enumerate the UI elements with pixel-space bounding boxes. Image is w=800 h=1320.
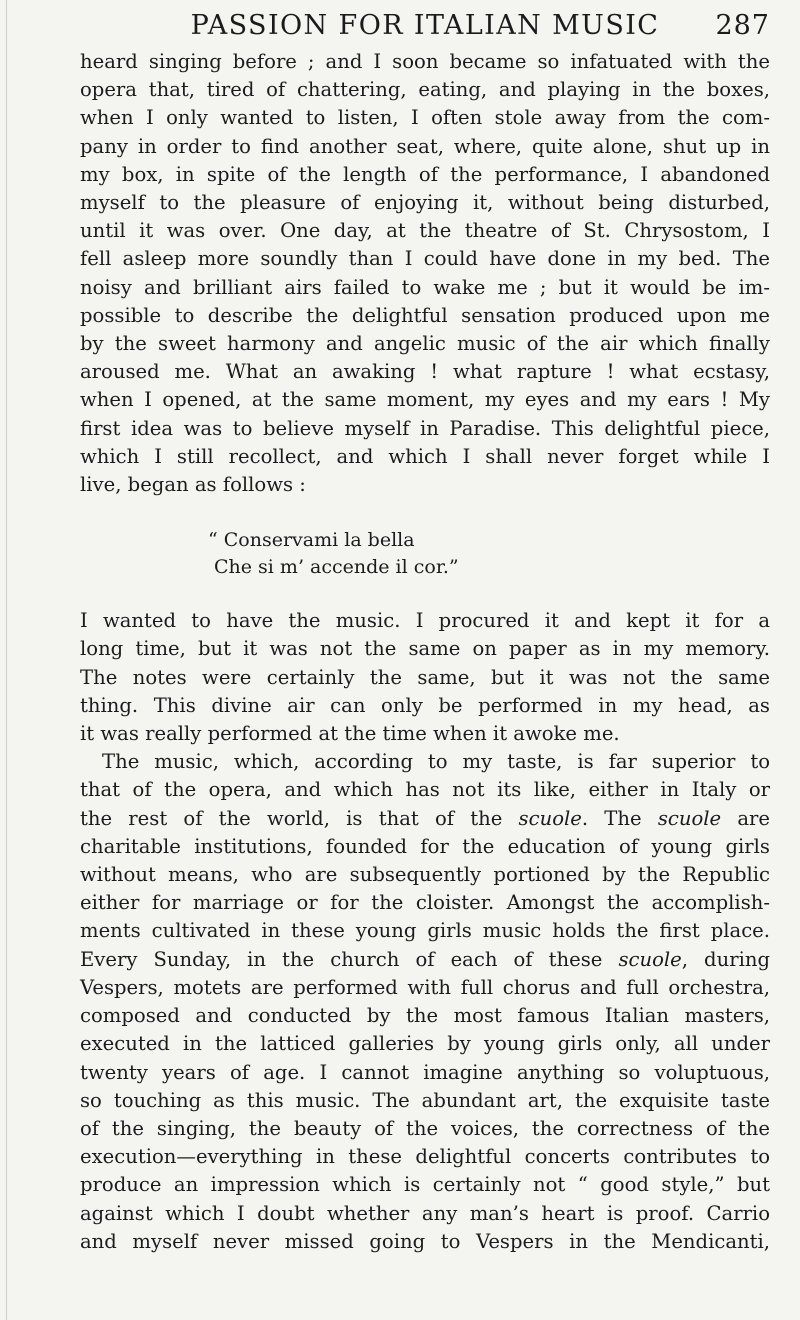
- text-line: The music, which, according to my taste, is far superior to: [102, 750, 770, 774]
- text-line: pany in order to find another seat, where, quite alone, shut up in: [80, 134, 770, 158]
- text-line: either for marriage or for the cloister. Amongst the accomplish-: [80, 891, 770, 915]
- paragraph-1: [80, 48, 770, 499]
- text-line: which I still recollect, and which I shall never forget while I: [80, 444, 770, 468]
- text-line: fell asleep more soundly than I could have done in my bed. The: [80, 247, 770, 271]
- text-run: the rest of the world, is that of the: [80, 806, 503, 830]
- text-line: long time, but it was not the same on paper as in my memory.: [80, 637, 770, 661]
- text-line: myself to the pleasure of enjoying it, without being disturbed,: [80, 191, 770, 215]
- italic-term: scuole: [618, 947, 682, 971]
- text-line: without means, who are subsequently portioned by the Republic: [80, 863, 770, 887]
- text-run: Every Sunday, in the church of each of these: [80, 947, 603, 971]
- running-head: [80, 8, 770, 48]
- page-number: 287: [715, 10, 770, 41]
- text-line: aroused me. What an awaking ! what rapture ! what ecstasy,: [80, 360, 770, 384]
- text-line: ments cultivated in these young girls music holds the first place.: [80, 919, 770, 943]
- text-line: possible to describe the delightful sensation produced upon me: [80, 303, 770, 327]
- text-line: live, began as follows :: [80, 473, 306, 497]
- text-line: against which I doubt whether any man’s heart is proof. Carrio: [80, 1201, 770, 1225]
- text-line: by the sweet harmony and angelic music of the air which finally: [80, 332, 770, 356]
- text-line: of the singing, the beauty of the voices, the correctness of the: [80, 1116, 770, 1140]
- text-line: so touching as this music. The abundant art, the exquisite taste: [80, 1088, 770, 1112]
- text-line: and myself never missed going to Vespers in the Mendicanti,: [80, 1229, 770, 1253]
- text-line: first idea was to believe myself in Paradise. This delightful piece,: [80, 416, 770, 440]
- text-line: when I only wanted to listen, I often stole away from the com-: [80, 106, 770, 130]
- running-title: PASSION FOR ITALIAN MUSIC: [190, 10, 660, 41]
- text-line: execution—everything in these delightful concerts contributes to: [80, 1145, 770, 1169]
- text-line: produce an impression which is certainly not “ good style,” but: [80, 1173, 770, 1197]
- quote-line-2: Che si m’ accende il cor.”: [214, 556, 459, 579]
- verse-quote: [80, 527, 770, 581]
- text-line: thing. This divine air can only be performed in my head, as: [80, 693, 770, 717]
- text-line: twenty years of age. I cannot imagine anything so voluptuous,: [80, 1060, 770, 1084]
- text-line: my box, in spite of the length of the performance, I abandoned: [80, 162, 770, 186]
- text-line: [80, 946, 770, 974]
- text-line: The notes were certainly the same, but it was not the same: [80, 665, 770, 689]
- text-line: that of the opera, and which has not its like, either in Italy or: [80, 778, 770, 802]
- paragraph-2: [80, 607, 770, 748]
- text-line: I wanted to have the music. I procured it and kept it for a: [80, 609, 770, 633]
- paragraph-3: [80, 748, 770, 1256]
- italic-term: scuole: [657, 806, 722, 830]
- text-run: , during: [681, 947, 770, 971]
- quote-line-1: “ Conservami la bella: [208, 529, 415, 552]
- italic-term: scuole: [518, 806, 582, 830]
- text-run: . The: [581, 806, 642, 830]
- text-line: it was really performed at the time when it awoke me.: [80, 722, 620, 746]
- text-line: until it was over. One day, at the theatre of St. Chrysostom, I: [80, 219, 770, 243]
- text-line: Vespers, motets are performed with full chorus and full orchestra,: [80, 975, 770, 999]
- text-line: charitable institutions, founded for the education of young girls: [80, 834, 770, 858]
- text-line: when I opened, at the same moment, my eyes and my ears ! My: [80, 388, 770, 412]
- text-line: opera that, tired of chattering, eating, and playing in the boxes,: [80, 78, 770, 102]
- book-page: [80, 8, 770, 1256]
- text-run: are: [737, 806, 770, 830]
- text-line: composed and conducted by the most famous Italian masters,: [80, 1004, 770, 1028]
- text-line: noisy and brilliant airs failed to wake me ; but it would be im-: [80, 275, 770, 299]
- page-edge-line: [6, 0, 7, 1320]
- text-line: executed in the latticed galleries by young girls only, all under: [80, 1032, 770, 1056]
- text-line: heard singing before ; and I soon became so infatuated with the: [80, 50, 770, 73]
- text-line: [80, 805, 770, 833]
